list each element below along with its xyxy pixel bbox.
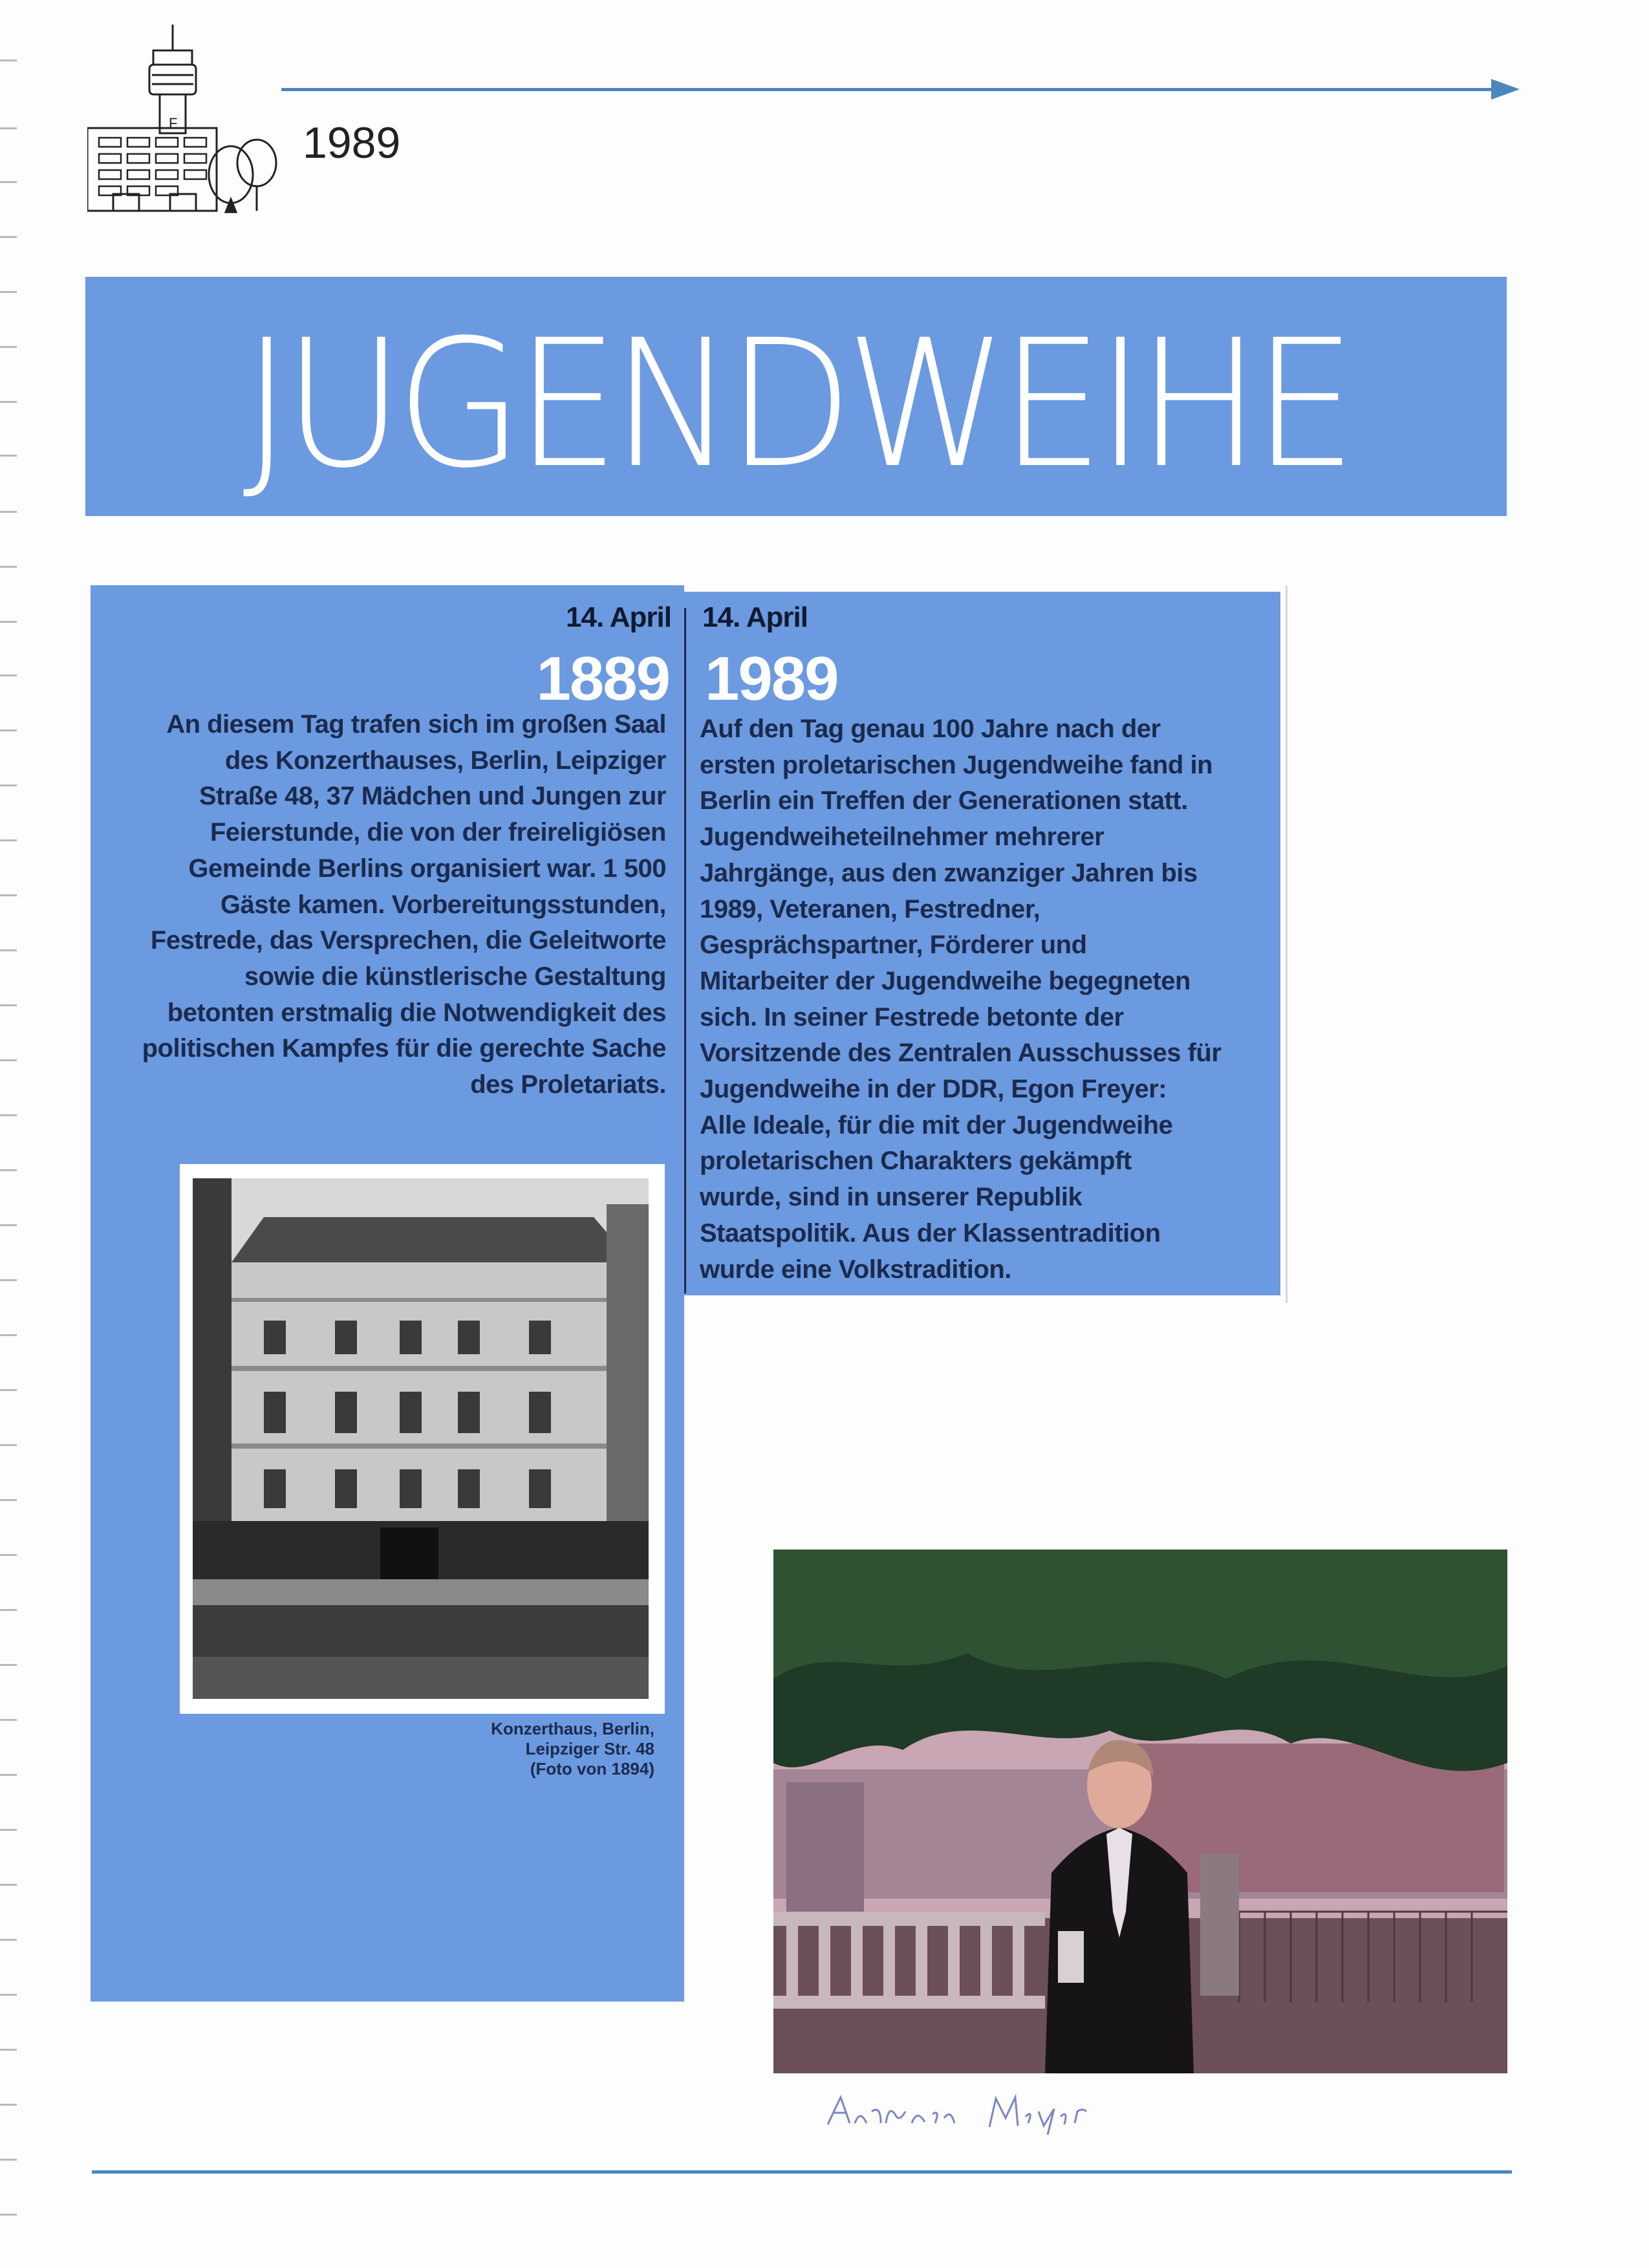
text-line: 1989, Veteranen, Festredner,: [700, 894, 1040, 923]
text-line: wurde, sind in unserer Republik: [700, 1183, 1083, 1212]
text-line: des Proletariats.: [470, 1070, 666, 1099]
tv-tower-city-icon: [87, 25, 281, 215]
text-line: Gäste kamen. Vorbereitungsstunden,: [220, 890, 666, 919]
text-line: Auf den Tag genau 100 Jahre nach der: [700, 715, 1161, 743]
caption-line: Leipziger Str. 48: [525, 1739, 654, 1758]
left-date: 14. April: [566, 601, 671, 633]
arrow-right-icon: [1491, 79, 1520, 100]
text-line: Gesprächspartner, Förderer und: [700, 931, 1087, 960]
historic-photo-frame: [180, 1164, 665, 1714]
banner-title: JUGENDWEIHE: [242, 303, 1350, 507]
text-line: ersten proletarischen Jugendweihe fand in: [700, 750, 1213, 779]
text-line: Jugendweiheteilnehmer mehrerer: [700, 823, 1105, 852]
header-year: 1989: [303, 118, 401, 167]
text-line: des Konzerthauses, Berlin, Leipziger: [224, 746, 666, 775]
text-line: Berlin ein Treffen der Generationen statt.: [700, 786, 1188, 815]
text-line: Straße 48, 37 Mädchen und Jungen zur: [199, 782, 666, 811]
caption-line: (Foto von 1894): [530, 1759, 654, 1778]
column-divider: [684, 608, 686, 1293]
photo-caption: [362, 1719, 654, 1779]
text-line: betonten erstmalig die Notwendigkeit des: [167, 998, 666, 1027]
text-line: Gemeinde Berlins organisiert war. 1 500: [188, 854, 666, 883]
text-line: Vorsitzende des Zentralen Ausschusses für: [700, 1039, 1222, 1068]
top-rule: [281, 88, 1513, 91]
left-year: 1889: [536, 644, 669, 713]
right-date: 14. April: [702, 601, 808, 633]
clipping-edge: [1286, 585, 1288, 1303]
text-line: sich. In seiner Festrede betonte der: [700, 1002, 1124, 1031]
handwritten-signature: [821, 2086, 1125, 2137]
young-man-in-suit-under-chestnut-tree-photo: [773, 1550, 1507, 2073]
text-line: politischen Kampfes für die gerechte Sache: [142, 1034, 666, 1063]
right-article-text: [700, 711, 1282, 1288]
text-line: Feierstunde, die von der freireligiösen: [210, 818, 666, 847]
right-year: 1989: [705, 644, 838, 713]
text-line: Mitarbeiter der Jugendweihe begegneten: [700, 966, 1191, 995]
text-line: Jugendweihe in der DDR, Egon Freyer:: [700, 1075, 1167, 1104]
text-line: Staatspolitik. Aus der Klassentradition: [700, 1218, 1161, 1247]
caption-line: Konzerthaus, Berlin,: [491, 1719, 654, 1738]
left-article-text: [91, 707, 666, 1103]
title-banner: [85, 277, 1507, 516]
text-line: Festrede, das Versprechen, die Geleitworte: [150, 926, 666, 955]
svg-text:F: F: [169, 115, 178, 131]
text-line: An diesem Tag trafen sich im großen Saal: [166, 710, 666, 739]
text-line: sowie die künstlerische Gestaltung: [244, 962, 666, 991]
text-line: proletarischen Charakters gekämpft: [700, 1147, 1132, 1176]
text-line: wurde eine Volkstradition.: [700, 1255, 1011, 1284]
bottom-rule: [92, 2170, 1512, 2174]
text-line: Jahrgänge, aus den zwanziger Jahren bis: [700, 858, 1198, 887]
text-line: Alle Ideale, für die mit der Jugendweihe: [700, 1110, 1173, 1139]
konzerthaus-photo: [193, 1178, 649, 1699]
